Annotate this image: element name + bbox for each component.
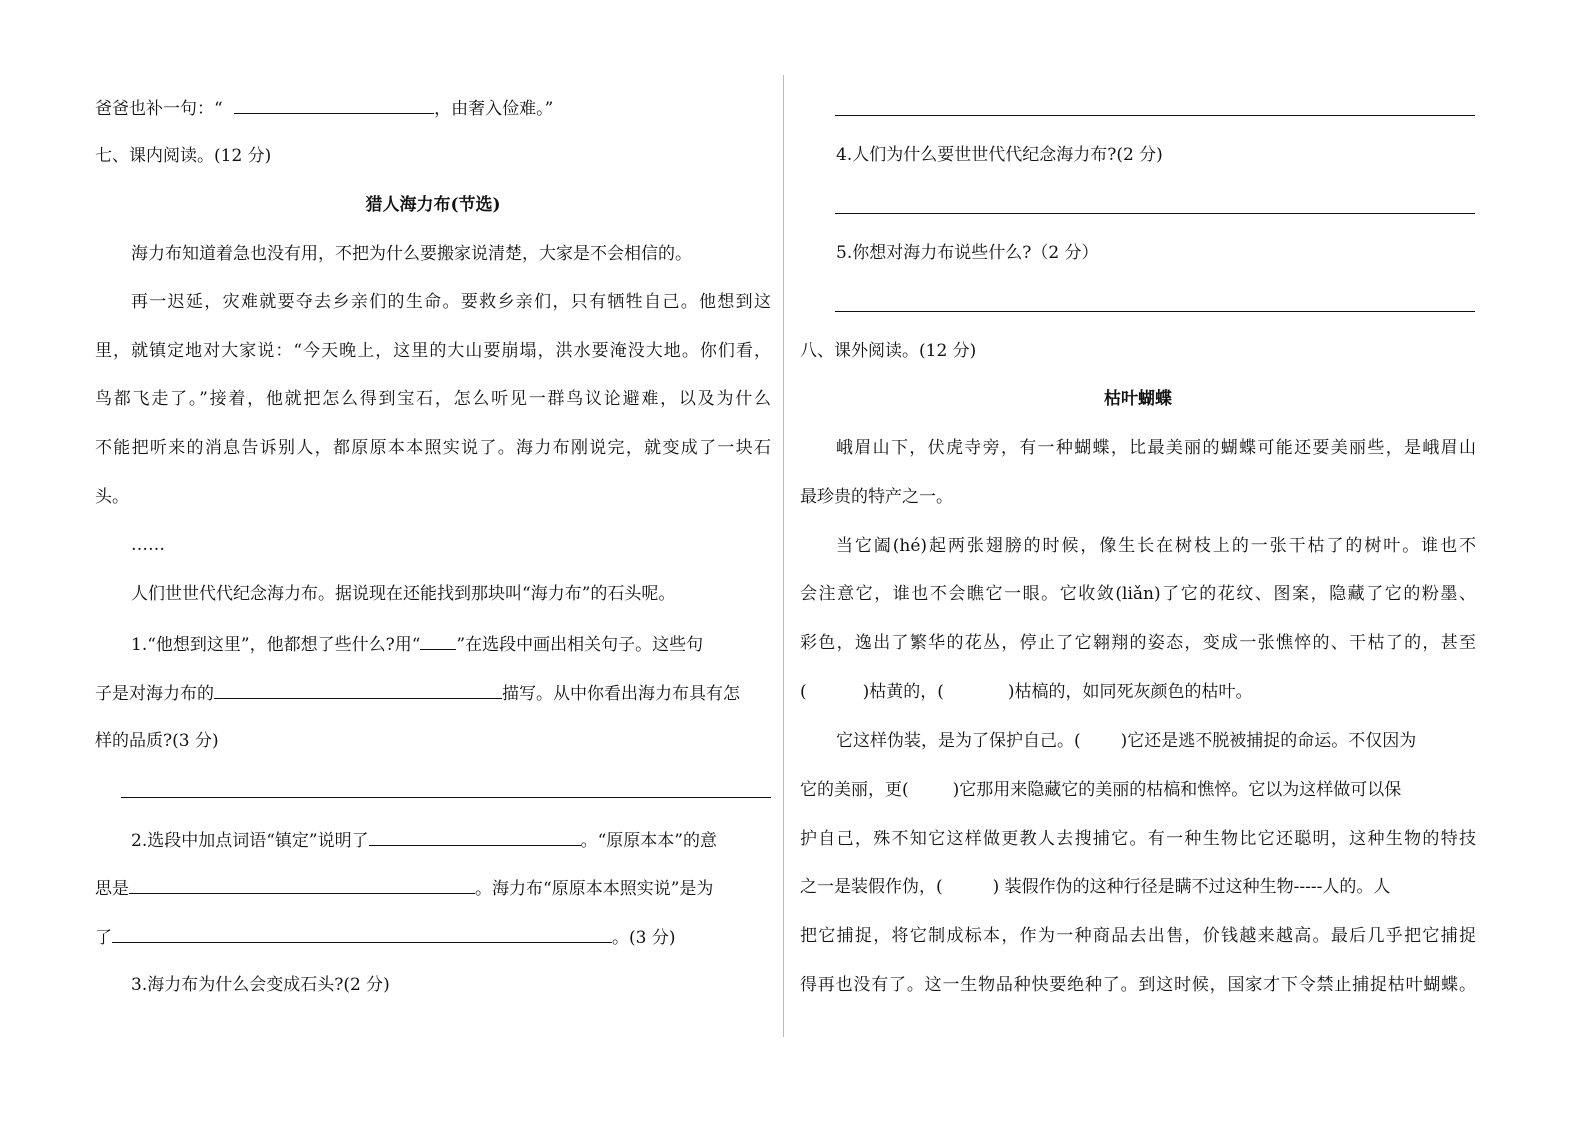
passage-title: 枯叶蝴蝶 — [1104, 389, 1172, 409]
passage-line: 不能把听来的消息告诉别人，都原原本本照实说了。海力布刚说完，就变成了一块石 — [95, 438, 771, 458]
answer-line[interactable] — [121, 797, 771, 798]
text: ”在选段中画出相关句子。这些句 — [456, 635, 704, 655]
passage-title: 猎人海力布(节选) — [365, 195, 501, 215]
text: ，由奢入俭难。” — [434, 99, 554, 119]
answer-blank[interactable] — [369, 827, 581, 846]
text: 之一是装假作伪，( — [800, 877, 943, 897]
question-3: 3.海力布为什么会变成石头?(2 分) — [131, 975, 390, 995]
text: )它那用来隐藏它的美丽的枯槁和憔悴。它以为这样做可以保 — [952, 780, 1402, 800]
text: 子是对海力布的 — [95, 684, 214, 704]
passage-line: 会注意它，谁也不会瞧它一眼。它收敛(liǎn)了它的花纹、图案，隐藏了它的粉墨、 — [800, 584, 1476, 604]
answer-blank[interactable] — [129, 875, 475, 894]
passage-line-with-blanks — [800, 778, 1476, 802]
text: ) 装假作伪的这种行径是瞒不过这种生物-----人的。人 — [992, 877, 1391, 897]
text: 2.选段中加点词语“镇定”说明了 — [131, 831, 369, 851]
text: 了 — [95, 928, 112, 948]
text: )枯槁的，如同死灰颜色的枯叶。 — [1007, 682, 1253, 702]
passage-line: 再一迟延，灾难就要夺去乡亲们的生命。要救乡亲们，只有牺牲自己。他想到这 — [131, 292, 771, 312]
text: 。(3 分) — [612, 928, 676, 948]
question-2 — [95, 827, 771, 851]
passage-line: 峨眉山下，伏虎寺旁，有一种蝴蝶，比最美丽的蝴蝶可能还要美丽些，是峨眉山 — [836, 438, 1476, 458]
answer-line[interactable] — [835, 213, 1475, 214]
text: 。海力布“原原本本照实说”是为 — [475, 879, 714, 899]
column-divider — [783, 75, 784, 1037]
text: 爸爸也补一句：“ — [95, 99, 223, 119]
passage-line: 得再也没有了。这一生物品种快要绝种了。到这时候，国家才下令禁止捕捉枯叶蝴蝶。 — [800, 975, 1476, 995]
answer-blank[interactable] — [234, 95, 434, 114]
section-7-heading: 七、课内阅读。(12 分) — [95, 146, 272, 166]
passage-line: 把它捕捉，将它制成标本，作为一种商品去出售，价钱越来越高。最后几乎把它捕捉 — [800, 926, 1476, 946]
passage-line: 当它阖(hé)起两张翅膀的时候，像生长在树枝上的一张干枯了的树叶。谁也不 — [836, 536, 1476, 556]
text: )它还是逃不脱被捕捉的命运。不仅因为 — [1120, 731, 1417, 751]
passage-line-with-blanks — [800, 680, 1476, 704]
question-2-line3 — [95, 924, 771, 948]
question-4: 4.人们为什么要世世代代纪念海力布?(2 分) — [836, 145, 1163, 165]
answer-blank[interactable] — [112, 924, 612, 943]
text: 它这样伪装，是为了保护自己。( — [836, 731, 1081, 751]
question-2-line2 — [95, 875, 771, 899]
text: 描写。从中你看出海力布具有怎 — [502, 684, 740, 704]
text: 思是 — [95, 879, 129, 899]
answer-line[interactable] — [835, 115, 1475, 116]
question-1-line3: 样的品质?(3 分) — [95, 731, 219, 751]
proverb-fill-line — [95, 95, 771, 119]
text: 1.“他想到这里”，他都想了些什么?用“ — [131, 635, 421, 655]
text: 它的美丽，更( — [800, 780, 909, 800]
text: ( — [800, 682, 807, 702]
text: 。“原原本本”的意 — [580, 831, 717, 851]
answer-blank[interactable] — [214, 680, 502, 699]
question-5: 5.你想对海力布说些什么?（2 分） — [836, 243, 1099, 263]
question-1-line2 — [95, 680, 771, 704]
passage-line: 最珍贵的特产之一。 — [800, 487, 953, 507]
answer-line[interactable] — [835, 311, 1475, 312]
passage-line: 鸟都飞走了。”接着，他就把怎么得到宝石，怎么听见一群鸟议论避难，以及为什么 — [95, 389, 771, 409]
passage-line: 彩色，逸出了繁华的花丛，停止了它翱翔的姿态，变成一张憔悴的、干枯了的，甚至 — [800, 633, 1476, 653]
text: )枯黄的，( — [862, 682, 944, 702]
section-8-heading: 八、课外阅读。(12 分) — [800, 341, 977, 361]
passage-paragraph: 海力布知道着急也没有用，不把为什么要搬家说清楚，大家是不会相信的。 — [131, 244, 692, 264]
passage-line: 护自己，殊不知它这样做更教人去搜捕它。有一种生物比它还聪明，这种生物的特技 — [800, 829, 1476, 849]
passage-paragraph: 人们世世代代纪念海力布。据说现在还能找到那块叫“海力布”的石头呢。 — [131, 584, 676, 604]
passage-line: 里，就镇定地对大家说：“今天晚上，这里的大山要崩塌，洪水要淹没大地。你们看， — [95, 341, 771, 361]
passage-line-with-blanks — [800, 729, 1476, 753]
question-1 — [95, 631, 771, 655]
underline-sample — [420, 631, 456, 650]
passage-line-with-blanks — [800, 875, 1476, 899]
passage-line: 头。 — [95, 487, 129, 507]
ellipsis: …… — [131, 535, 165, 555]
